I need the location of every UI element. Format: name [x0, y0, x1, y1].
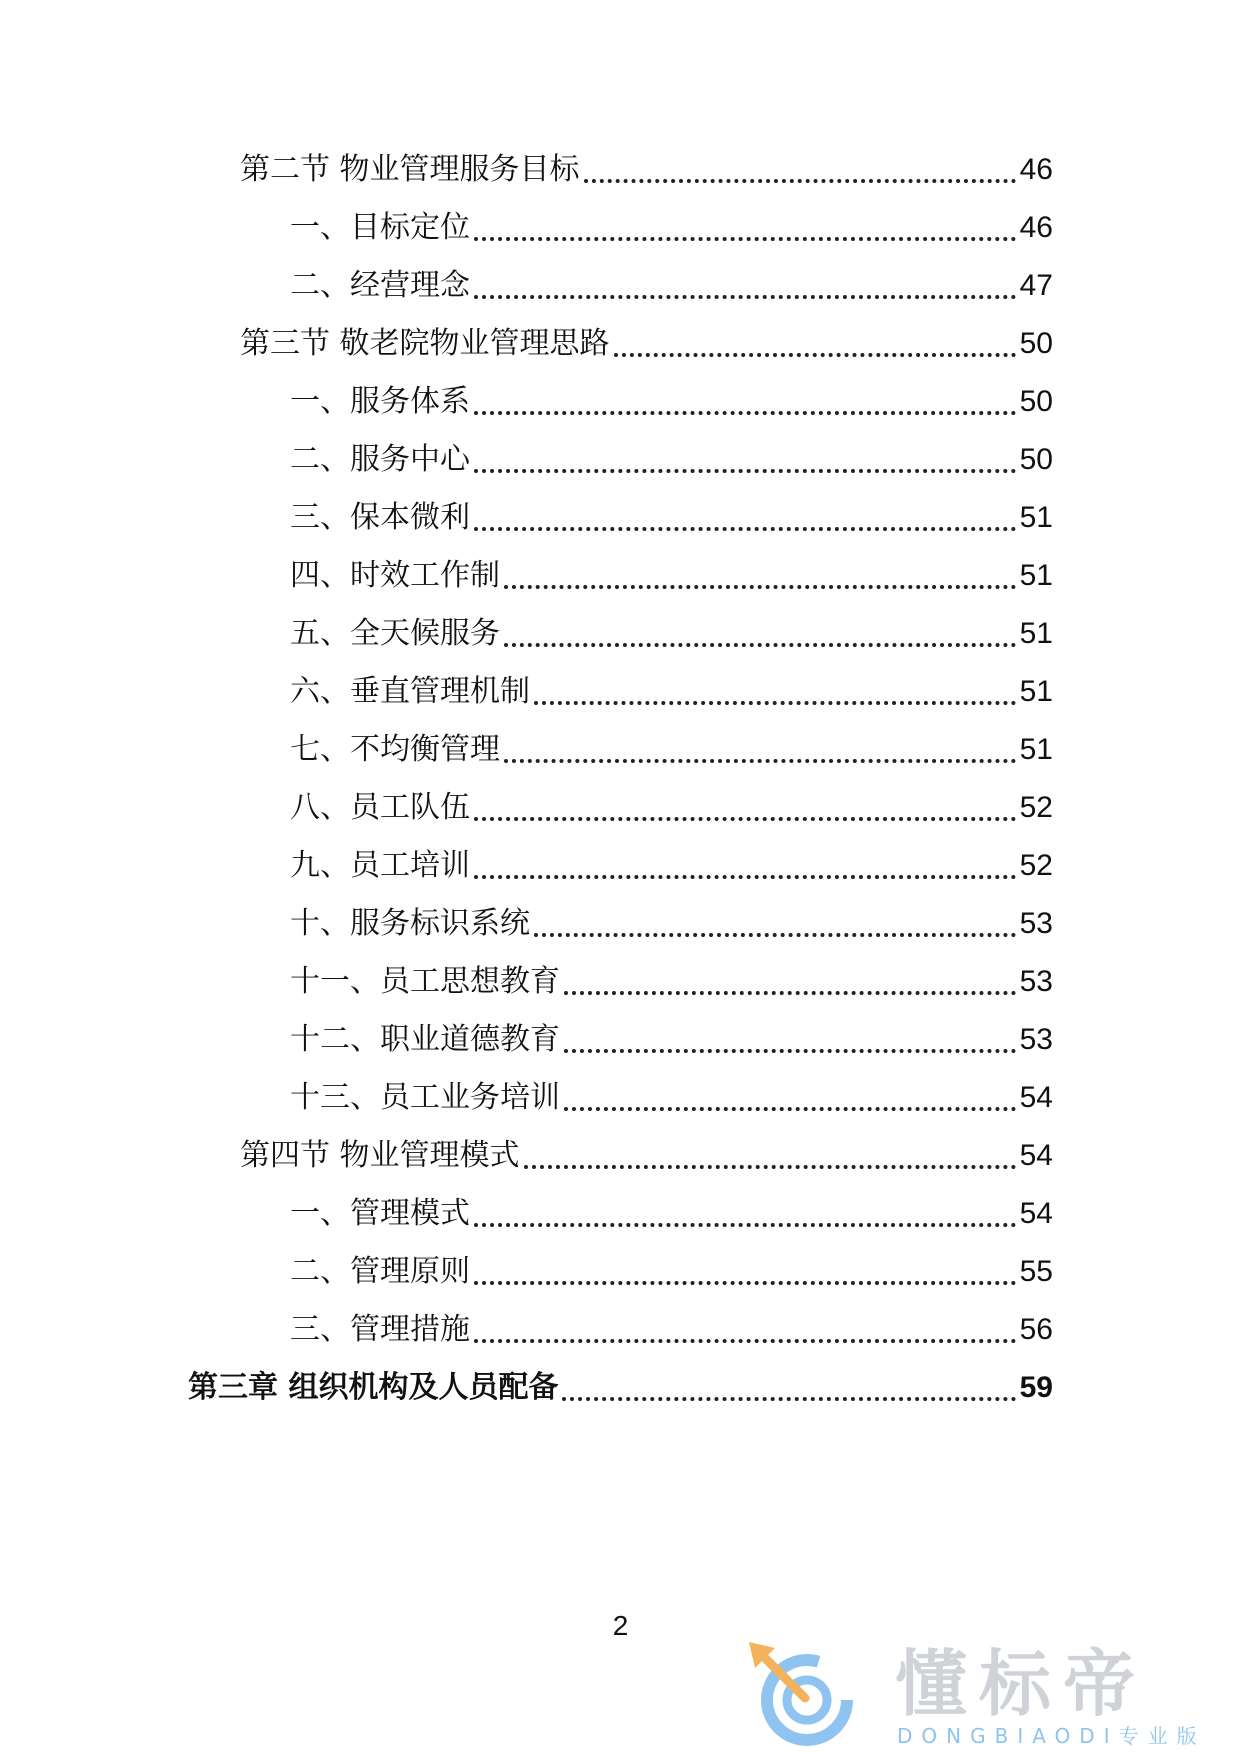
- toc-entry[interactable]: [240, 1134, 1053, 1178]
- toc-entry[interactable]: [290, 380, 1053, 424]
- dot-leader: [564, 991, 1016, 995]
- dot-leader: [504, 585, 1016, 589]
- toc-entry-label: 一、服务体系: [290, 384, 470, 419]
- toc-entry-label: 第四节 物业管理模式: [240, 1138, 520, 1173]
- dot-leader: [474, 817, 1016, 821]
- toc-chapter-entry[interactable]: [188, 1366, 1053, 1410]
- toc-entry-page: 46: [1019, 211, 1053, 244]
- toc-entry[interactable]: [290, 612, 1053, 656]
- dot-leader: [614, 353, 1016, 357]
- toc-entry-page: 52: [1019, 849, 1053, 882]
- dot-leader: [584, 179, 1016, 183]
- dot-leader: [534, 701, 1016, 705]
- toc-entry-page: 46: [1019, 153, 1053, 186]
- toc-entry-label: 六、垂直管理机制: [290, 674, 530, 709]
- toc-entry[interactable]: [290, 1018, 1053, 1062]
- target-arrow-icon: [745, 1640, 865, 1750]
- dot-leader: [534, 933, 1016, 937]
- dot-leader: [564, 1107, 1016, 1111]
- dot-leader: [524, 1165, 1016, 1169]
- toc-entry-page: 54: [1019, 1139, 1053, 1172]
- toc-entry-label: 十三、员工业务培训: [290, 1080, 560, 1115]
- toc-entry-page: 54: [1019, 1197, 1053, 1230]
- dot-leader: [474, 411, 1016, 415]
- dot-leader: [564, 1049, 1016, 1053]
- dot-leader: [474, 875, 1016, 879]
- toc-entry-label: 四、时效工作制: [290, 558, 500, 593]
- dot-leader: [504, 643, 1016, 647]
- toc-entry-page: 50: [1019, 443, 1053, 476]
- toc-entry-label: 二、服务中心: [290, 442, 470, 477]
- toc-entry-label: 三、保本微利: [290, 500, 470, 535]
- toc-entry[interactable]: [290, 902, 1053, 946]
- toc-entry[interactable]: [290, 554, 1053, 598]
- toc-entry[interactable]: [290, 786, 1053, 830]
- toc-entry[interactable]: [290, 1250, 1053, 1294]
- toc-entry-label: 第三节 敬老院物业管理思路: [240, 326, 610, 361]
- toc-entry[interactable]: [290, 960, 1053, 1004]
- toc-entry-page: 51: [1019, 501, 1053, 534]
- toc-entry[interactable]: [240, 148, 1053, 192]
- toc-entry-label: 九、员工培训: [290, 848, 470, 883]
- watermark-subtitle: DONGBIAODI专业版: [897, 1724, 1206, 1748]
- dot-leader: [474, 527, 1016, 531]
- dot-leader: [562, 1397, 1015, 1401]
- toc-entry-page: 47: [1019, 269, 1053, 302]
- toc-entry[interactable]: [290, 496, 1053, 540]
- watermark: [745, 1640, 1225, 1750]
- toc-entry-page: 59: [1019, 1371, 1053, 1404]
- toc-entry[interactable]: [290, 1076, 1053, 1120]
- watermark-title: 懂标帝: [895, 1642, 1148, 1726]
- toc-entry-label: 十、服务标识系统: [290, 906, 530, 941]
- toc-entry-page: 53: [1019, 907, 1053, 940]
- toc-entry-label: 五、全天候服务: [290, 616, 500, 651]
- toc-entry-page: 54: [1019, 1081, 1053, 1114]
- toc-entry[interactable]: [290, 264, 1053, 308]
- dot-leader: [474, 295, 1016, 299]
- toc-entry-label: 一、目标定位: [290, 210, 470, 245]
- toc-entry[interactable]: [290, 1308, 1053, 1352]
- toc-entry-page: 50: [1019, 327, 1053, 360]
- toc-entry-page: 53: [1019, 1023, 1053, 1056]
- toc-entry-page: 50: [1019, 385, 1053, 418]
- dot-leader: [474, 1281, 1016, 1285]
- dot-leader: [474, 1339, 1016, 1343]
- toc-entry-label: 十一、员工思想教育: [290, 964, 560, 999]
- toc-entry[interactable]: [240, 322, 1053, 366]
- toc-entry-label: 一、管理模式: [290, 1196, 470, 1231]
- toc-entry-page: 51: [1019, 559, 1053, 592]
- toc-entry-label: 第二节 物业管理服务目标: [240, 152, 580, 187]
- toc-entry-page: 51: [1019, 675, 1053, 708]
- toc-entry-label: 八、员工队伍: [290, 790, 470, 825]
- dot-leader: [474, 469, 1016, 473]
- page-number: 2: [612, 1610, 629, 1641]
- toc-entry[interactable]: [290, 206, 1053, 250]
- toc-entry-label: 二、经营理念: [290, 268, 470, 303]
- toc-entry-page: 55: [1019, 1255, 1053, 1288]
- toc-entry-page: 56: [1019, 1313, 1053, 1346]
- toc-entry[interactable]: [290, 1192, 1053, 1236]
- toc-entry-label: 二、管理原则: [290, 1254, 470, 1289]
- toc-entry-label: 第三章 组织机构及人员配备: [188, 1370, 559, 1405]
- toc-entry[interactable]: [290, 438, 1053, 482]
- toc-entry-page: 53: [1019, 965, 1053, 998]
- toc-entry-page: 51: [1019, 733, 1053, 766]
- toc-entry-label: 十二、职业道德教育: [290, 1022, 560, 1057]
- toc-entry[interactable]: [290, 728, 1053, 772]
- toc-entry-page: 52: [1019, 791, 1053, 824]
- dot-leader: [504, 759, 1016, 763]
- toc-entry-label: 七、不均衡管理: [290, 732, 500, 767]
- toc-entry-label: 三、管理措施: [290, 1312, 470, 1347]
- toc-entry[interactable]: [290, 844, 1053, 888]
- toc-entry-page: 51: [1019, 617, 1053, 650]
- toc-entry[interactable]: [290, 670, 1053, 714]
- dot-leader: [474, 237, 1016, 241]
- dot-leader: [474, 1223, 1016, 1227]
